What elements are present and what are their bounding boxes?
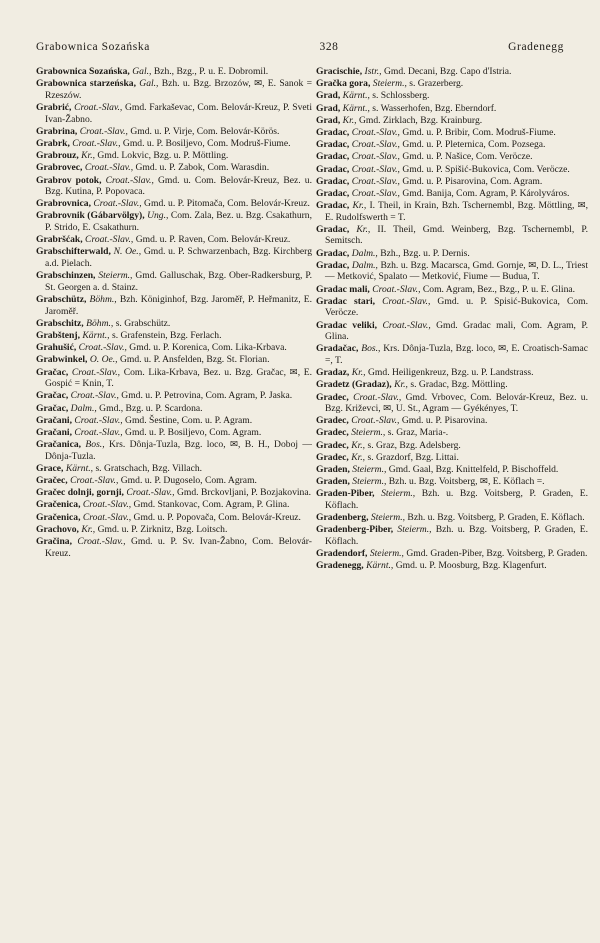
- entry-details: Bzh., Bzg. u. P. Dernis.: [380, 247, 470, 259]
- region-abbrev: Dalm.,: [351, 259, 378, 271]
- region-abbrev: Steierm.,: [369, 548, 404, 560]
- region-abbrev: Kärnt.,: [65, 462, 94, 474]
- entry-details: s. Grafenstein, Bzg. Ferlach.: [111, 329, 222, 341]
- place-name: Gradec,: [316, 391, 349, 403]
- place-name: Gradac mali,: [316, 283, 370, 295]
- place-name: Grahušić,: [36, 342, 77, 354]
- region-abbrev: N. Oe.,: [113, 246, 142, 258]
- gazetteer-entry: [36, 198, 312, 210]
- gazetteer-entry: [316, 78, 588, 90]
- gazetteer-entry: [36, 294, 312, 317]
- region-abbrev: Croat.-Slav.,: [351, 126, 400, 138]
- entry-details: s. Gradac, Bzg. Möttling.: [410, 379, 508, 391]
- entry-details: Gmd. Heiligenkreuz, Bzg. u. P. Landstrass.: [368, 367, 534, 379]
- region-abbrev: Dalm.,: [70, 402, 97, 414]
- gazetteer-entry: [36, 475, 312, 487]
- entry-details: Gmd. u. P. Zirknitz, Bzg. Loitsch.: [97, 523, 228, 535]
- header-first-entry: Grabownica Sozańska: [36, 41, 150, 53]
- region-abbrev: Steierm.,: [381, 488, 416, 500]
- entry-details: s. Wasserhofen, Bzg. Eberndorf.: [372, 102, 497, 114]
- region-abbrev: Böhm.,: [86, 317, 114, 329]
- place-name: Gračec dolnji, gornji,: [36, 487, 124, 499]
- gazetteer-entry: [316, 103, 588, 115]
- gazetteer-entry: [316, 176, 588, 188]
- gazetteer-entry: [316, 296, 588, 319]
- entry-details: Gmd. Gaal, Bzg. Knittelfeld, P. Bischoffeld.: [388, 464, 559, 476]
- gazetteer-entry: [316, 524, 588, 547]
- place-name: Gracischie,: [316, 66, 363, 77]
- place-name: Gradaz,: [316, 367, 350, 379]
- region-abbrev: Kr.,: [81, 150, 96, 162]
- place-name: Grabschütz,: [36, 294, 87, 305]
- gazetteer-entry: [36, 536, 312, 559]
- entry-details: Gmd. u. P. Spišić-Bukovica, Com. Veröcze.: [402, 163, 570, 175]
- left-column: [36, 66, 312, 928]
- entry-details: Gmd. Vrbovec, Com. Belovár-Kreuz, Bez. u. Bzg. Križevci, ✉, U. St., Agram — Gyékényes, T.: [325, 391, 588, 415]
- region-abbrev: Croat.-Slav.,: [85, 234, 134, 246]
- region-abbrev: Croat.-Slav.,: [78, 342, 127, 354]
- region-abbrev: Kr.,: [352, 200, 367, 212]
- place-name: Gračka gora,: [316, 78, 371, 90]
- entry-details: Gmd. u. P. Virje, Com. Belovár-Körös.: [130, 125, 280, 137]
- place-name: Gračac,: [36, 390, 69, 402]
- region-abbrev: Croat.-Slav.,: [353, 391, 402, 403]
- region-abbrev: Kärnt.,: [82, 329, 110, 341]
- entry-details: Gmd. Farkaševac, Com. Belovár-Kreuz, P. Sveti Ivan-Žabno.: [45, 101, 312, 125]
- gazetteer-entry: [36, 175, 312, 198]
- place-name: Grabrina,: [36, 125, 78, 137]
- gazetteer-entry: [316, 560, 588, 572]
- entry-details: Gmd. u. P. Ansfelden, Bzg. St. Florian.: [119, 354, 270, 366]
- region-abbrev: Croat.-Slav.,: [351, 151, 400, 163]
- gazetteer-entry: [36, 524, 312, 536]
- entry-details: Gmd. u. P. Pisarovina.: [401, 415, 488, 427]
- gazetteer-entry: [36, 499, 312, 511]
- entry-details: Krs. Dônja-Tuzla, Bzg. loco, ✉, E. Croatisch-Samac =, T.: [325, 343, 588, 366]
- region-abbrev: Steierm.,: [352, 464, 387, 476]
- place-name: Grad,: [316, 114, 341, 126]
- place-name: Gradac,: [316, 126, 350, 138]
- region-abbrev: Dalm.,: [351, 247, 378, 259]
- gazetteer-entry: [316, 151, 588, 163]
- place-name: Grabrk,: [36, 137, 70, 149]
- entry-details: Gmd. Zirklach, Bzg. Krainburg.: [358, 114, 483, 126]
- region-abbrev: Steierm.,: [351, 427, 386, 439]
- gazetteer-entry: [316, 248, 588, 260]
- place-name: Gračanica,: [36, 439, 82, 451]
- region-abbrev: Kr.,: [351, 367, 366, 379]
- region-abbrev: Croat.-Slav.,: [351, 139, 400, 151]
- place-name: Gradec,: [316, 451, 349, 463]
- place-name: Graden,: [316, 464, 350, 476]
- gazetteer-entry: [36, 427, 312, 439]
- region-abbrev: Ung.,: [147, 210, 169, 222]
- region-abbrev: Bos.,: [361, 343, 381, 355]
- gazetteer-entry: [36, 270, 312, 293]
- gazetteer-entry: [316, 415, 588, 427]
- entry-details: Bzh. u. Bzg. Macarsca, Gmd. Gornje, ✉, D. L., Triest — Metković, Spalato — Metković, Fiume — Buduа, T.: [325, 259, 588, 283]
- place-name: Gradendorf,: [316, 548, 368, 560]
- gazetteer-entry: [316, 139, 588, 151]
- region-abbrev: Croat.-Slav.,: [74, 101, 123, 113]
- gazetteer-entry: [316, 379, 588, 391]
- region-abbrev: O. Oe.,: [89, 354, 118, 366]
- entry-details: Gmd. u. P. Pisarovina, Com. Agram.: [402, 175, 543, 187]
- region-abbrev: Croat.-Slav.,: [382, 319, 431, 331]
- region-abbrev: Croat.-Slav.,: [79, 125, 128, 137]
- place-name: Gradac,: [316, 151, 350, 163]
- place-name: Gračac,: [36, 402, 69, 414]
- gazetteer-entry: [316, 200, 588, 223]
- gazetteer-entry: [36, 318, 312, 330]
- entry-details: Gmd. u. P. Zabok, Com. Warasdin.: [135, 162, 270, 174]
- gazetteer-entry: [36, 150, 312, 162]
- region-abbrev: Croat.-Slav.,: [77, 535, 126, 547]
- entry-details: Com. Lika-Krbava, Bez. u. Bzg. Gračac, ✉, E. Gospić = Knin, T.: [45, 366, 312, 390]
- gazetteer-entry: [316, 164, 588, 176]
- place-name: Grabschitz,: [36, 317, 84, 329]
- gazetteer-entry: [36, 403, 312, 415]
- place-name: Gradačac,: [316, 343, 359, 355]
- entry-details: Krs. Dônja-Tuzla, Bzg. loco, ✉, B. H., Doboj — Dônja-Tuzla.: [45, 439, 312, 462]
- place-name: Gradac veliki,: [316, 319, 378, 331]
- entry-details: Gmd., Bzg. u. P. Scardona.: [99, 402, 203, 414]
- entry-details: Gmd. u. P. Sv. Ivan-Žabno, Com. Belovár-Kreuz.: [45, 535, 312, 559]
- entry-details: s. Schlossberg.: [372, 90, 430, 102]
- gazetteer-entry: [36, 342, 312, 354]
- entry-details: Bzh. u. Bzg. Voitsberg, P. Graden, E. Köflach.: [325, 524, 588, 547]
- place-name: Gradac stari,: [316, 295, 376, 307]
- entry-details: s. Grabschütz.: [115, 317, 171, 329]
- entry-details: Gmd. u. Com. Belovár-Kreuz, Bez. u. Bzg. Kutina, P. Popovaca.: [45, 174, 312, 198]
- place-name: Gradac,: [316, 139, 350, 151]
- region-abbrev: Kr.,: [342, 114, 357, 126]
- entry-details: Gmd. Šestine, Com. u. P. Agram.: [125, 414, 253, 426]
- gazetteer-entry: [36, 78, 312, 101]
- region-abbrev: Kärnt.,: [342, 90, 370, 102]
- region-abbrev: Kärnt.,: [342, 102, 370, 114]
- region-abbrev: Kr.,: [81, 523, 96, 535]
- gazetteer-entry: [316, 427, 588, 439]
- place-name: Grace,: [36, 462, 64, 474]
- entry-details: Gmd. u. P. Našice, Com. Veröcze.: [402, 151, 533, 163]
- region-abbrev: Croat.-Slav.,: [126, 487, 175, 499]
- gazetteer-entry: [36, 463, 312, 475]
- place-name: Gradac,: [316, 200, 350, 212]
- place-name: Gradec,: [316, 415, 349, 427]
- region-abbrev: Istr.,: [364, 66, 382, 77]
- entry-details: Gmd. u. P. Raven, Com. Belovár-Kreuz.: [135, 234, 291, 246]
- gazetteer-entry: [316, 476, 588, 488]
- gazetteer-entry: [36, 162, 312, 174]
- entry-details: Gmd. Banija, Com. Agram, P. Károlyváros.: [402, 187, 570, 199]
- entry-details: Gmd. Gradac mali, Com. Agram, P. Glina.: [325, 319, 588, 343]
- place-name: Gračac,: [36, 366, 69, 378]
- place-name: Gradenberg-Piber,: [316, 524, 394, 536]
- place-name: Gračani,: [36, 414, 72, 426]
- region-abbrev: Croat.-Slav.,: [351, 187, 400, 199]
- region-abbrev: Gal.,: [139, 78, 159, 90]
- gazetteer-entry: [316, 66, 588, 78]
- region-abbrev: Steierm.,: [98, 270, 133, 282]
- region-abbrev: Croat.-Slav.,: [382, 295, 431, 307]
- region-abbrev: Gal.,: [132, 66, 152, 77]
- entry-details: I. Theil, in Krain, Bzh. Tschernembl, Bzg. Möttling, ✉, E. Rudolfswerth = T.: [325, 200, 588, 223]
- gazetteer-entry: [36, 246, 312, 269]
- entry-details: Com. Zala, Bez. u. Bzg. Csakathurn, P. Strido, E. Csakathurn.: [45, 210, 312, 234]
- place-name: Gradac,: [316, 259, 350, 271]
- running-header: [36, 41, 564, 57]
- region-abbrev: Steierm.,: [397, 524, 432, 536]
- gazetteer-entry: [316, 284, 588, 296]
- page-number: 328: [319, 41, 339, 53]
- region-abbrev: Kr.,: [351, 451, 366, 463]
- place-name: Gradetz (Gradaz),: [316, 379, 392, 391]
- region-abbrev: Croat.-Slav.,: [74, 414, 123, 426]
- region-abbrev: Croat.-Slav.,: [72, 137, 121, 149]
- place-name: Grad,: [316, 90, 341, 102]
- gazetteer-entry: [36, 390, 312, 402]
- gazetteer-entry: [36, 66, 312, 78]
- place-name: Gradac,: [316, 247, 350, 259]
- place-name: Grabwinkel,: [36, 354, 88, 366]
- entry-details: Gmd. Stankovac, Com. Agram, P. Glina.: [133, 499, 290, 511]
- region-abbrev: Croat.-Slav.,: [84, 162, 134, 174]
- gazetteer-entry: [36, 126, 312, 138]
- place-name: Gradac,: [316, 223, 350, 235]
- gazetteer-entry: [36, 234, 312, 246]
- place-name: Gradac,: [316, 187, 350, 199]
- entry-details: Bzh. Königinhof, Bzg. Jaroměř, P. Heřmanitz, E. Jaroměř.: [45, 294, 312, 317]
- entry-details: Gmd. Brckovljani, P. Bozjakovina.: [176, 487, 312, 499]
- entry-details: Bzh., Bzg., P. u. E. Dobromil.: [153, 66, 269, 77]
- entry-details: II. Theil, Gmd. Weinberg, Bzg. Tschernembl, P. Semitsch.: [325, 223, 588, 247]
- region-abbrev: Croat.-Slav.,: [351, 163, 400, 175]
- place-name: Grabštenj,: [36, 329, 80, 341]
- gazetteer-entry: [36, 415, 312, 427]
- region-abbrev: Croat.-Slav.,: [372, 283, 421, 295]
- region-abbrev: Croat.-Slav.,: [93, 198, 142, 210]
- entry-details: Gmd. u. P. Bosiljevo, Com. Modruš-Fiume.: [122, 137, 291, 149]
- place-name: Grabrovnik (Gábarvölgy),: [36, 210, 145, 222]
- entry-details: Bzh. u. Bzg. Voitsberg, P. Graden, E. Köflach.: [325, 488, 588, 511]
- gazetteer-entry: [36, 367, 312, 390]
- place-name: Gradac,: [316, 175, 350, 187]
- region-abbrev: Croat.-Slav.,: [351, 175, 400, 187]
- entry-details: Gmd. u. P. Pitomača, Com. Belovár-Kreuz.: [144, 198, 310, 210]
- region-abbrev: Böhm.,: [89, 294, 117, 305]
- place-name: Grabršćak,: [36, 234, 83, 246]
- entry-details: Gmd. u. P. Bribir, Com. Modruš-Fiume.: [402, 126, 556, 138]
- entry-details: Bzh. u. Bzg. Voitsberg, P. Graden, E. Köflach.: [407, 512, 585, 524]
- gazetteer-entry: [316, 488, 588, 511]
- gazetteer-entry: [316, 512, 588, 524]
- region-abbrev: Kr.,: [356, 223, 371, 235]
- gazetteer-entry: [36, 512, 312, 524]
- entry-details: s. Gratschach, Bzg. Villach.: [95, 462, 203, 474]
- place-name: Grabownica starzeńska,: [36, 78, 136, 90]
- entry-details: Bzh. u. Bzg. Brzozów, ✉, E. Sanok = Rzeszów.: [45, 78, 312, 101]
- gazetteer-entry: [316, 440, 588, 452]
- region-abbrev: Croat.-Slav.,: [71, 366, 121, 378]
- place-name: Graden-Piber,: [316, 488, 375, 500]
- place-name: Grabrov potok,: [36, 174, 102, 186]
- place-name: Grabrić,: [36, 101, 72, 113]
- gazetteer-entry: [316, 452, 588, 464]
- entry-details: Gmd. u. P. Popovača, Com. Belovár-Kreuz.: [133, 511, 301, 523]
- right-column: [316, 66, 588, 928]
- region-abbrev: Croat.-Slav.,: [70, 475, 119, 487]
- place-name: Grabschifterwald,: [36, 246, 111, 258]
- gazetteer-entry: [36, 102, 312, 125]
- entry-details: s. Grazdorf, Bzg. Littai.: [367, 451, 459, 463]
- gazetteer-entry: [316, 90, 588, 102]
- gazetteer-entry: [316, 548, 588, 560]
- entry-details: Bzh. u. Bzg. Voitsberg, ✉, E. Köflach =.: [388, 476, 545, 488]
- place-name: Grabrouz,: [36, 150, 79, 162]
- entry-details: s. Graz, Bzg. Adelsberg.: [367, 439, 461, 451]
- entry-details: s. Grazerberg.: [409, 78, 464, 90]
- region-abbrev: Kr.,: [351, 439, 366, 451]
- region-abbrev: Steierm.,: [370, 512, 406, 524]
- entry-details: Gmd. Lokvic, Bzg. u. P. Möttling.: [97, 150, 229, 162]
- entry-details: Gmd. u. P. Schwarzenbach, Bzg. Kirchberg a.d. Pielach.: [45, 246, 312, 270]
- place-name: Gradec,: [316, 427, 349, 439]
- place-name: Grabrovnica,: [36, 198, 91, 210]
- region-abbrev: Croat.-Slav.,: [351, 415, 400, 427]
- entry-details: Gmd. Graden-Piber, Bzg. Voitsberg, P. Graden.: [406, 548, 588, 560]
- region-abbrev: Bos.,: [85, 439, 105, 451]
- entry-details: Gmd. u. P. Spisić-Bukovica, Com. Veröcze.: [325, 295, 588, 319]
- gazetteer-entry: [316, 224, 588, 247]
- gazetteer-entry: [36, 354, 312, 366]
- place-name: Gračenica,: [36, 499, 81, 511]
- gazetteer-entry: [36, 330, 312, 342]
- gazetteer-entry: [316, 188, 588, 200]
- place-name: Gračenica,: [36, 511, 81, 523]
- place-name: Grabrovec,: [36, 162, 83, 174]
- region-abbrev: Croat.-Slav.,: [82, 511, 132, 523]
- entry-details: Gmd. u. P. Dugoselo, Com. Agram.: [120, 475, 257, 487]
- place-name: Grabschinzen,: [36, 270, 96, 282]
- place-name: Gradenberg,: [316, 512, 369, 524]
- entry-details: Gmd. u. P. Pleternica, Com. Pozsega.: [402, 139, 546, 151]
- entry-details: Gmd. Galluschak, Bzg. Ober-Radkersburg, P. St. Georgen a. d. Stainz.: [45, 270, 312, 293]
- entry-details: Gmd. u. P. Korenica, Com. Lika-Krbava.: [129, 342, 287, 354]
- entry-details: s. Graz, Maria-.: [387, 427, 449, 439]
- region-abbrev: Croat.-Slav.,: [82, 499, 132, 511]
- place-name: Grabownica Sozańska,: [36, 66, 130, 77]
- entry-details: Gmd. u. P. Moosburg, Bzg. Klagenfurt.: [395, 560, 547, 572]
- gazetteer-entry: [316, 367, 588, 379]
- region-abbrev: Kr.,: [394, 379, 408, 391]
- region-abbrev: Croat.-Slav.,: [105, 174, 154, 186]
- gazetteer-entry: [36, 138, 312, 150]
- gazetteer-entry: [36, 210, 312, 233]
- place-name: Gračina,: [36, 535, 72, 547]
- gazetteer-entry: [36, 487, 312, 499]
- gazetteer-entry: [316, 392, 588, 415]
- gazetteer-entry: [36, 439, 312, 462]
- gazetteer-entry: [316, 115, 588, 127]
- entry-details: Gmd. u. P. Petrovina, Com. Agram, P. Jaska.: [121, 390, 293, 402]
- place-name: Grad,: [316, 102, 341, 114]
- region-abbrev: Steierm.,: [372, 78, 407, 90]
- place-name: Gradenegg,: [316, 560, 364, 572]
- place-name: Gračani,: [36, 426, 72, 438]
- header-last-entry: Gradenegg: [508, 41, 564, 53]
- region-abbrev: Croat.-Slav.,: [74, 426, 123, 438]
- gazetteer-entry: [316, 320, 588, 343]
- region-abbrev: Croat.-Slav.,: [70, 390, 119, 402]
- place-name: Gradac,: [316, 163, 350, 175]
- entry-details: Gmd. Decani, Bzg. Capo d'Istria.: [383, 66, 512, 77]
- entry-details: Com. Agram, Bez., Bzg., P. u. E. Glina.: [422, 283, 576, 295]
- place-name: Gradec,: [316, 439, 349, 451]
- place-name: Gračec,: [36, 475, 68, 487]
- entry-details: Gmd. u. P. Bosiljevo, Com. Agram.: [125, 426, 262, 438]
- place-name: Graden,: [316, 476, 350, 488]
- gazetteer-entry: [316, 343, 588, 366]
- region-abbrev: Kärnt.,: [366, 560, 394, 572]
- place-name: Grachovo,: [36, 523, 79, 535]
- gazetteer-entry: [316, 464, 588, 476]
- gazetteer-entry: [316, 127, 588, 139]
- region-abbrev: Steierm.,: [352, 476, 387, 488]
- gazetteer-entry: [316, 260, 588, 283]
